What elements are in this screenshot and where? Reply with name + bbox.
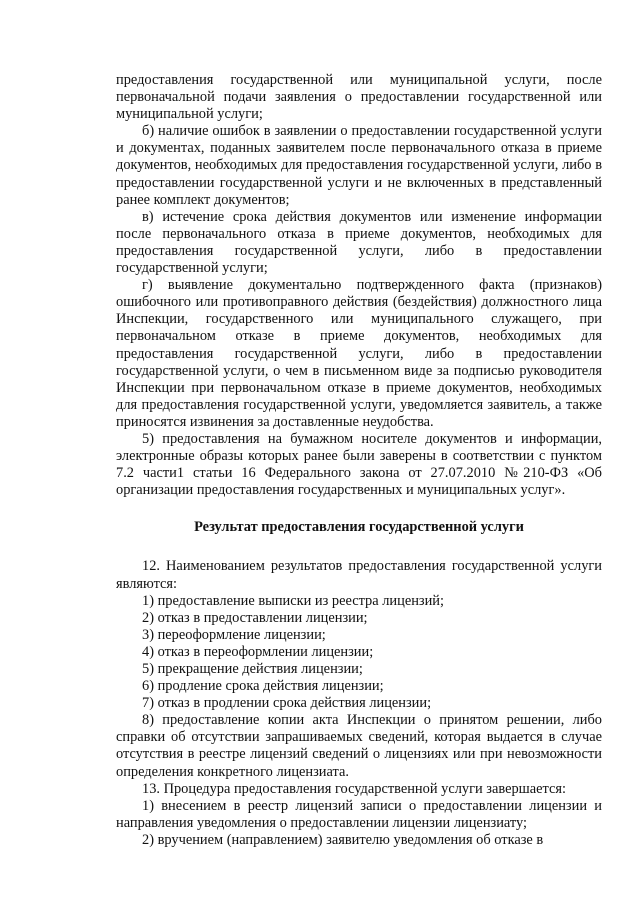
list-item: 1) предоставление выписки из реестра лицензий; [142,592,444,609]
list-item: 5) прекращение действия лицензии; [142,661,363,677]
item-13-intro: 13. Процедура предоставления государственной услуги завершается: [142,780,566,797]
item-12-8: 8) предоставление копии акта Инспекции о принятом решении, либо справки об отсутствии запрашиваемых сведений, которая выдается в случае отсутствия в реестре лицензий сведений о лицензиях или при невозможности определения конкретного лицензиата. [116,712,602,780]
list-item: 2) отказ в предоставлении лицензии; [142,609,368,626]
paragraph-continuation: предоставления государственной или муниципальной услуги, после первоначальной подачи заявления о предоставлении государственной или муниципальной услуги; [116,72,602,123]
paragraph-v: в) истечение срока действия документов или изменение информации после первоначального отказа в приеме документов, необходимых для предоставления государственной услуги, либо в предоставлении государственной услуги; [116,208,602,277]
list-item: 3) переоформление лицензии; [142,626,326,643]
paragraph-g: г) выявление документально подтвержденного факта (признаков) ошибочного или противоправного действия (бездействия) должностного лица Инспекции, государственного или муниципального служащего, при первоначальном отказе в приеме документов, необходимых для предоставления государственной услуги, либо в предоставлении государственной услуги, о чем в письменном виде за подписью руководителя Инспекции при первоначальном отказе в приеме документов, необходимых для предоставления государственной услуги, уведомляется заявитель, а также приносятся извинения за доставленные неудобства. [116,277,602,430]
item-12-intro: 12. Наименованием результатов предоставления государственной услуги являются: [116,558,602,592]
paragraph-b: б) наличие ошибок в заявлении о предоставлении государственной услуги и документах, поданных заявителем после первоначального отказа в приеме документов, необходимых для предоставления государственной услуги, либо в предоставлении государственной услуги и не включенных в представленный ранее комплект документов; [116,123,602,208]
list-item: 4) отказ в переоформлении лицензии; [142,643,374,660]
item-13-1: 1) внесением в реестр лицензий записи о предоставлении лицензии и направления уведомления о предоставлении лицензии лицензиату; [116,797,602,831]
section-heading: Результат предоставления государственной услуги [194,519,524,536]
paragraph-5: 5) предоставления на бумажном носителе документов и информации, электронные образы которых ранее были заверены в соответствии с пунктом 7.2 части1 статьи 16 Федерального закона от 27.07.2010 №210-ФЗ «Об организации предоставления государственных и муниципальных услуг». [116,430,602,499]
list-item: 7) отказ в продлении срока действия лицензии; [142,695,432,712]
list-item: 6) продление срока действия лицензии; [142,678,384,695]
document-body [116,72,602,849]
item-13-2: 2) вручением (направлением) заявителю уведомления об отказе в [142,831,544,848]
